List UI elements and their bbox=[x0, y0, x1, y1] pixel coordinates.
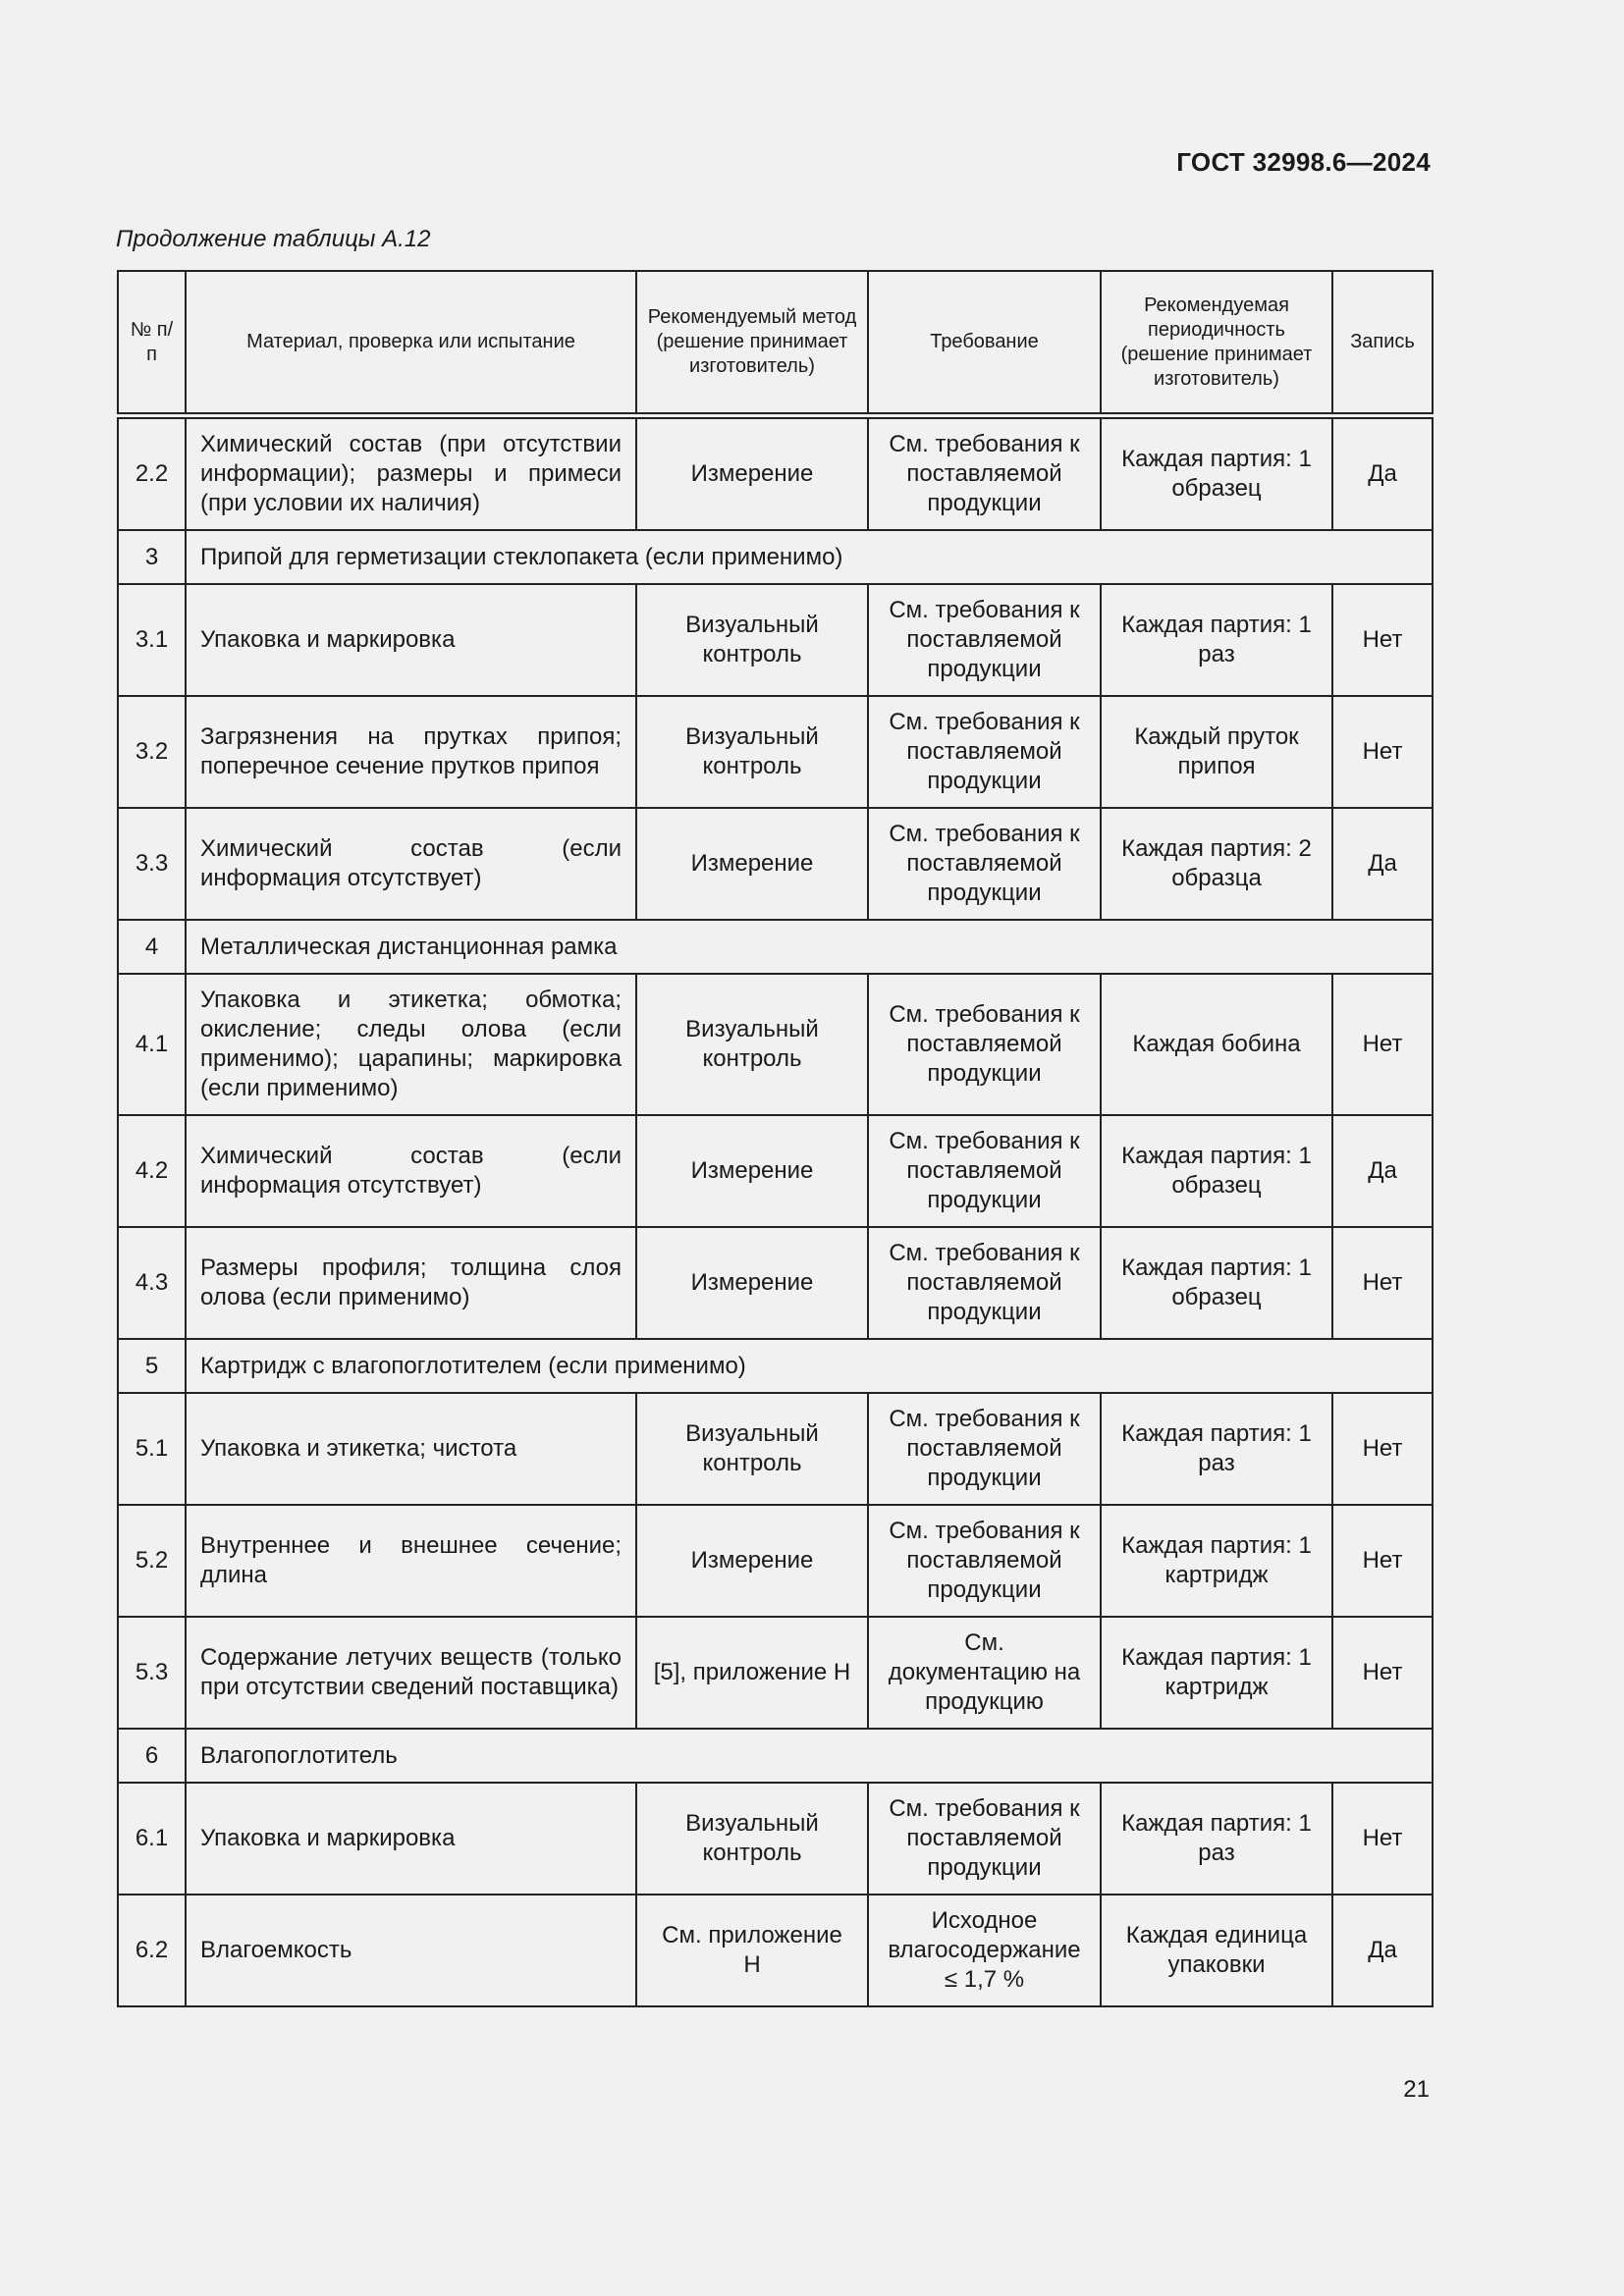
page-number: 21 bbox=[1403, 2076, 1430, 2103]
requirement-cell: Исходное влагосодержание ≤ 1,7 % bbox=[868, 1895, 1101, 2006]
group-row bbox=[118, 1339, 1433, 1393]
method-cell: Визуальный контроль bbox=[636, 696, 868, 808]
group-number: 4 bbox=[118, 920, 186, 974]
group-title: Припой для герметизации стеклопакета (если применимо) bbox=[186, 530, 1433, 584]
frequency-cell: Каждая партия: 1 образец bbox=[1101, 416, 1332, 531]
material-cell: Упаковка и этикетка; чистота bbox=[186, 1393, 636, 1505]
frequency-cell: Каждая партия: 1 раз bbox=[1101, 1393, 1332, 1505]
requirement-cell: См. требования к поставляемой продукции bbox=[868, 1783, 1101, 1895]
frequency-cell: Каждая партия: 1 картридж bbox=[1101, 1617, 1332, 1729]
material-cell: Упаковка и маркировка bbox=[186, 1783, 636, 1895]
group-row bbox=[118, 530, 1433, 584]
requirement-cell: См. документацию на продукцию bbox=[868, 1617, 1101, 1729]
table-body bbox=[118, 416, 1433, 2007]
table-row bbox=[118, 1505, 1433, 1617]
material-cell: Содержание летучих веществ (только при отсутствии сведений поставщика) bbox=[186, 1617, 636, 1729]
material-cell: Размеры профиля; толщина слоя олова (если применимо) bbox=[186, 1227, 636, 1339]
table-row bbox=[118, 1617, 1433, 1729]
material-cell: Химический состав (при отсутствии информации); размеры и примеси (при условии их наличия) bbox=[186, 416, 636, 531]
material-cell: Упаковка и этикетка; обмотка; окисление; следы олова (если применимо); царапины; маркировка (если применимо) bbox=[186, 974, 636, 1115]
method-cell: См. приложение Н bbox=[636, 1895, 868, 2006]
row-number: 5.2 bbox=[118, 1505, 186, 1617]
method-cell: [5], приложение Н bbox=[636, 1617, 868, 1729]
table-row bbox=[118, 1227, 1433, 1339]
material-cell: Влагоемкость bbox=[186, 1895, 636, 2006]
table-row bbox=[118, 696, 1433, 808]
column-header-material: Материал, проверка или испытание bbox=[186, 271, 636, 416]
group-title: Влагопоглотитель bbox=[186, 1729, 1433, 1783]
group-row bbox=[118, 920, 1433, 974]
record-cell: Нет bbox=[1332, 1783, 1433, 1895]
record-cell: Нет bbox=[1332, 1227, 1433, 1339]
row-number: 4.1 bbox=[118, 974, 186, 1115]
material-cell: Химический состав (если информация отсутствует) bbox=[186, 808, 636, 920]
column-header-record: Запись bbox=[1332, 271, 1433, 416]
column-header-number: № п/п bbox=[118, 271, 186, 416]
record-cell: Нет bbox=[1332, 696, 1433, 808]
method-cell: Визуальный контроль bbox=[636, 974, 868, 1115]
row-number: 6.1 bbox=[118, 1783, 186, 1895]
method-cell: Измерение bbox=[636, 808, 868, 920]
frequency-cell: Каждая партия: 1 образец bbox=[1101, 1227, 1332, 1339]
table-row bbox=[118, 1783, 1433, 1895]
row-number: 3.3 bbox=[118, 808, 186, 920]
group-number: 3 bbox=[118, 530, 186, 584]
method-cell: Измерение bbox=[636, 1505, 868, 1617]
method-cell: Визуальный контроль bbox=[636, 1393, 868, 1505]
requirement-cell: См. требования к поставляемой продукции bbox=[868, 1393, 1101, 1505]
requirement-cell: См. требования к поставляемой продукции bbox=[868, 974, 1101, 1115]
document-id: ГОСТ 32998.6—2024 bbox=[1176, 147, 1431, 177]
row-number: 4.2 bbox=[118, 1115, 186, 1227]
record-cell: Да bbox=[1332, 808, 1433, 920]
method-cell: Визуальный контроль bbox=[636, 584, 868, 696]
row-number: 5.3 bbox=[118, 1617, 186, 1729]
inspection-table bbox=[117, 270, 1434, 2007]
frequency-cell: Каждая партия: 1 образец bbox=[1101, 1115, 1332, 1227]
group-title: Картридж с влагопоглотителем (если применимо) bbox=[186, 1339, 1433, 1393]
record-cell: Да bbox=[1332, 1895, 1433, 2006]
material-cell: Упаковка и маркировка bbox=[186, 584, 636, 696]
record-cell: Да bbox=[1332, 416, 1433, 531]
requirement-cell: См. требования к поставляемой продукции bbox=[868, 584, 1101, 696]
frequency-cell: Каждая партия: 2 образца bbox=[1101, 808, 1332, 920]
group-number: 6 bbox=[118, 1729, 186, 1783]
table-row bbox=[118, 416, 1433, 531]
row-number: 3.1 bbox=[118, 584, 186, 696]
column-header-method: Рекомендуемый метод (решение принимает изготовитель) bbox=[636, 271, 868, 416]
frequency-cell: Каждая партия: 1 картридж bbox=[1101, 1505, 1332, 1617]
column-header-frequency: Рекомендуемая периодичность (решение принимает изготовитель) bbox=[1101, 271, 1332, 416]
method-cell: Измерение bbox=[636, 1227, 868, 1339]
table-header-row bbox=[118, 271, 1433, 416]
table-row bbox=[118, 1393, 1433, 1505]
table-row bbox=[118, 808, 1433, 920]
method-cell: Измерение bbox=[636, 1115, 868, 1227]
row-number: 4.3 bbox=[118, 1227, 186, 1339]
table-row bbox=[118, 584, 1433, 696]
record-cell: Да bbox=[1332, 1115, 1433, 1227]
record-cell: Нет bbox=[1332, 584, 1433, 696]
method-cell: Визуальный контроль bbox=[636, 1783, 868, 1895]
frequency-cell: Каждый пруток припоя bbox=[1101, 696, 1332, 808]
frequency-cell: Каждая партия: 1 раз bbox=[1101, 584, 1332, 696]
method-cell: Измерение bbox=[636, 416, 868, 531]
row-number: 2.2 bbox=[118, 416, 186, 531]
record-cell: Нет bbox=[1332, 1393, 1433, 1505]
frequency-cell: Каждая партия: 1 раз bbox=[1101, 1783, 1332, 1895]
column-header-requirement: Требование bbox=[868, 271, 1101, 416]
material-cell: Химический состав (если информация отсутствует) bbox=[186, 1115, 636, 1227]
table-row bbox=[118, 1895, 1433, 2006]
group-number: 5 bbox=[118, 1339, 186, 1393]
record-cell: Нет bbox=[1332, 974, 1433, 1115]
frequency-cell: Каждая единица упаковки bbox=[1101, 1895, 1332, 2006]
material-cell: Загрязнения на прутках припоя; поперечное сечение прутков припоя bbox=[186, 696, 636, 808]
frequency-cell: Каждая бобина bbox=[1101, 974, 1332, 1115]
table-row bbox=[118, 974, 1433, 1115]
requirement-cell: См. требования к поставляемой продукции bbox=[868, 1115, 1101, 1227]
row-number: 6.2 bbox=[118, 1895, 186, 2006]
material-cell: Внутреннее и внешнее сечение; длина bbox=[186, 1505, 636, 1617]
requirement-cell: См. требования к поставляемой продукции bbox=[868, 416, 1101, 531]
requirement-cell: См. требования к поставляемой продукции bbox=[868, 1227, 1101, 1339]
record-cell: Нет bbox=[1332, 1505, 1433, 1617]
requirement-cell: См. требования к поставляемой продукции bbox=[868, 696, 1101, 808]
requirement-cell: См. требования к поставляемой продукции bbox=[868, 1505, 1101, 1617]
group-row bbox=[118, 1729, 1433, 1783]
table-row bbox=[118, 1115, 1433, 1227]
table-caption: Продолжение таблицы А.12 bbox=[116, 226, 431, 252]
row-number: 3.2 bbox=[118, 696, 186, 808]
record-cell: Нет bbox=[1332, 1617, 1433, 1729]
group-title: Металлическая дистанционная рамка bbox=[186, 920, 1433, 974]
row-number: 5.1 bbox=[118, 1393, 186, 1505]
requirement-cell: См. требования к поставляемой продукции bbox=[868, 808, 1101, 920]
